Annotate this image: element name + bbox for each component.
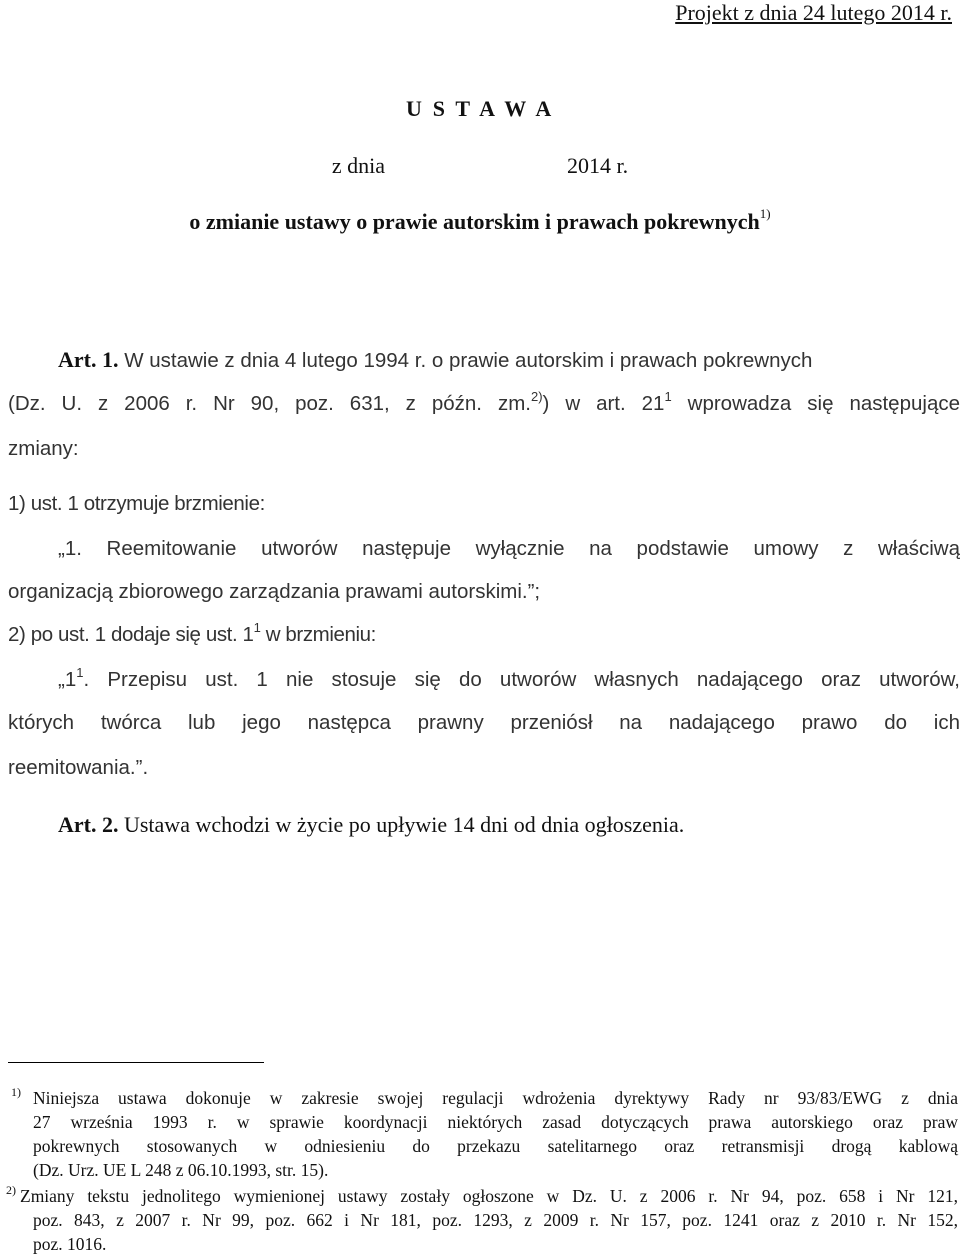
footnote-1 <box>11 1085 958 1182</box>
point2-part-a: 2) po ust. 1 dodaje się ust. 1 <box>8 623 254 646</box>
point2-superscript: 1 <box>253 620 261 635</box>
quote2-line2: których twórca lub jego następca prawny przeniósł na nadającego prawo do ich <box>8 711 960 734</box>
point2-part-b: w brzmieniu: <box>260 623 376 646</box>
art1-article-superscript: 1 <box>664 389 672 404</box>
footnote-separator <box>8 1062 264 1063</box>
date-prefix: z dnia <box>331 153 386 178</box>
quote2-part-b: . Przepisu ust. 1 nie stosuje się do utworów własnych nadającego oraz utworów, <box>83 668 960 691</box>
art1-line2 <box>8 389 960 416</box>
footnote-ref-2[interactable]: 2) <box>530 389 543 404</box>
footnote-1-line3: pokrewnych stosowanych w odniesieniu do przekazu satelitarnego oraz retransmisji drogą kablową <box>33 1136 958 1156</box>
draft-date-note: Projekt z dnia 24 lutego 2014 r. <box>675 0 952 25</box>
footnote-1-mark: 1) <box>11 1085 21 1099</box>
footnote-ref-1[interactable]: 1) <box>759 206 771 221</box>
footnote-2-mark: 2) <box>6 1183 16 1197</box>
footnote-2-line3: poz. 1016. <box>33 1234 107 1254</box>
quote1-line2: organizacją zbiorowego zarządzania prawami autorskimi.”; <box>8 580 541 603</box>
art1-line3: zmiany: <box>8 437 79 460</box>
art1-line1 <box>58 347 812 373</box>
footnote-2-line2: poz. 843, z 2007 r. Nr 99, poz. 662 i Nr 181, poz. 1293, z 2009 r. Nr 157, poz. 1241 oraz z 2010 r. Nr 152, <box>33 1210 958 1230</box>
art1-label: Art. 1. <box>58 347 119 372</box>
footnote-1-line2: 27 września 1993 r. w sprawie koordynacji niektórych zasad dotyczących prawa autorskiego oraz praw <box>33 1112 958 1132</box>
art1-point2 <box>8 620 376 647</box>
art2-paragraph <box>58 812 684 838</box>
document-title: U S T A W A <box>406 96 554 121</box>
enactment-date-line <box>0 153 960 179</box>
quote2-superscript: 1 <box>76 665 84 680</box>
quote2-line1 <box>58 665 960 692</box>
footnote-2 <box>6 1183 958 1256</box>
footnote-1-line4: (Dz. Urz. UE L 248 z 06.10.1993, str. 15). <box>33 1160 329 1180</box>
art1-line2-part-b: ) w art. 21 <box>542 392 665 415</box>
art1-line1-text: W ustawie z dnia 4 lutego 1994 r. o prawie autorskim i prawach pokrewnych <box>124 349 813 372</box>
art2-text: Ustawa wchodzi w życie po upływie 14 dni od dnia ogłoszenia. <box>123 812 685 837</box>
date-year: 2014 r. <box>567 153 629 178</box>
quote2-part-a: „1 <box>58 668 77 691</box>
quote1-line1: „1. Reemitowanie utworów następuje wyłącznie na podstawie umowy z właściwą <box>58 537 960 560</box>
art1-point1: 1) ust. 1 otrzymuje brzmienie: <box>8 492 265 515</box>
act-subject-text: o zmianie ustawy o prawie autorskim i prawach pokrewnych <box>189 209 760 234</box>
footnote-2-line1: Zmiany tekstu jednolitego wymienionej ustawy zostały ogłoszone w Dz. U. z 2006 r. Nr 94, poz. 658 i Nr 121, <box>20 1186 958 1206</box>
footnote-1-line1: Niniejsza ustawa dokonuje w zakresie swojej regulacji wdrożenia dyrektywy Rady nr 93/83/EWG z dnia <box>33 1088 958 1108</box>
art1-line2-part-c: wprowadza się następujące <box>671 392 960 415</box>
art1-line2-part-a: (Dz. U. z 2006 r. Nr 90, poz. 631, z późn. zm. <box>8 392 531 415</box>
quote2-line3: reemitowania.”. <box>8 756 149 779</box>
act-subject <box>0 206 960 235</box>
art2-label: Art. 2. <box>58 812 119 837</box>
